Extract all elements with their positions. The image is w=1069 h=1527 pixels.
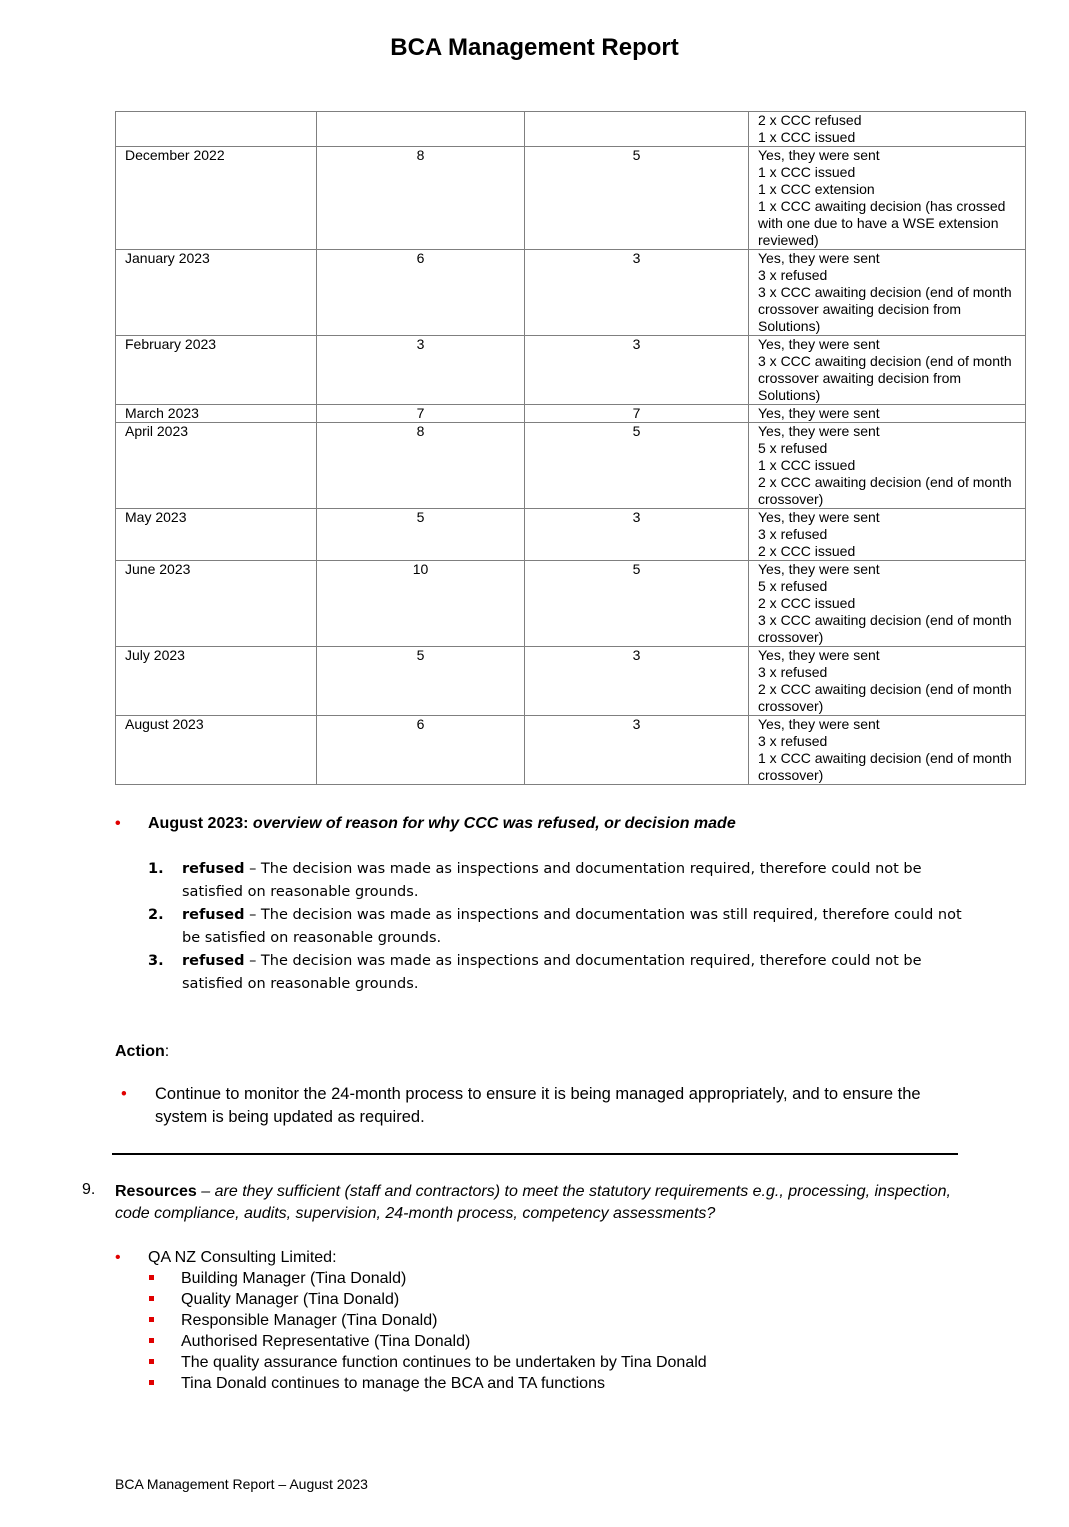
month-cell: January 2023 bbox=[116, 250, 317, 336]
list-item: Authorised Representative (Tina Donald) bbox=[148, 1331, 707, 1352]
action-item bbox=[115, 1083, 945, 1129]
square-bullet-icon bbox=[149, 1275, 154, 1280]
notes-cell: Yes, they were sent bbox=[749, 405, 1026, 423]
count-cell: 7 bbox=[525, 405, 749, 423]
month-cell: July 2023 bbox=[116, 647, 317, 716]
table-row bbox=[116, 716, 1026, 785]
resources-title: Resources bbox=[115, 1183, 197, 1200]
month-cell: December 2022 bbox=[116, 147, 317, 250]
table-row bbox=[116, 336, 1026, 405]
notes-cell: Yes, they were sent 1 x CCC issued 1 x CCC extension 1 x CCC awaiting decision (has crossed with one due to have a WSE extension reviewed) bbox=[749, 147, 1026, 250]
notes-cell: Yes, they were sent 3 x refused 1 x CCC awaiting decision (end of month crossover) bbox=[749, 716, 1026, 785]
list-item: Building Manager (Tina Donald) bbox=[148, 1268, 707, 1289]
list-item: 2. refused – The decision was made as inspections and documentation was still required, therefore could not be satisfied on reasonable grounds. bbox=[148, 907, 962, 946]
notes-cell: Yes, they were sent 3 x CCC awaiting decision (end of month crossover awaiting decision from Solutions) bbox=[749, 336, 1026, 405]
list-item: The quality assurance function continues to be undertaken by Tina Donald bbox=[148, 1352, 707, 1373]
resources-question: – are they sufficient (staff and contractors) to meet the statutory requirements e.g., processing, inspection, code compliance, audits, supervision, 24-month process, competency assessments? bbox=[115, 1183, 951, 1222]
count-cell: 3 bbox=[525, 336, 749, 405]
organisation-item bbox=[115, 1247, 337, 1268]
table-row bbox=[116, 423, 1026, 509]
ccc-table-body bbox=[116, 112, 1026, 785]
count-cell bbox=[317, 112, 525, 147]
count-cell: 5 bbox=[525, 423, 749, 509]
resources-heading bbox=[115, 1181, 965, 1225]
month-cell bbox=[116, 112, 317, 147]
section-number: 9. bbox=[82, 1181, 96, 1198]
square-bullet-icon bbox=[149, 1296, 154, 1301]
notes-cell: Yes, they were sent 3 x refused 2 x CCC issued bbox=[749, 509, 1026, 561]
count-cell: 7 bbox=[317, 405, 525, 423]
notes-cell: Yes, they were sent 5 x refused 2 x CCC issued 3 x CCC awaiting decision (end of month crossover) bbox=[749, 561, 1026, 647]
month-cell: June 2023 bbox=[116, 561, 317, 647]
month-cell: March 2023 bbox=[116, 405, 317, 423]
square-bullet-icon bbox=[149, 1380, 154, 1385]
page-title: BCA Management Report bbox=[390, 34, 679, 61]
count-cell: 3 bbox=[525, 250, 749, 336]
notes-cell: 2 x CCC refused 1 x CCC issued bbox=[749, 112, 1026, 147]
list-item: 1. refused – The decision was made as inspections and documentation required, therefore could not be satisfied on reasonable grounds. bbox=[148, 861, 922, 900]
count-cell: 6 bbox=[317, 250, 525, 336]
action-text: Continue to monitor the 24-month process to ensure it is being managed appropriately, and to ensure the system is being updated as required. bbox=[155, 1085, 921, 1126]
table-row bbox=[116, 561, 1026, 647]
count-cell: 8 bbox=[317, 423, 525, 509]
bullet-icon: • bbox=[115, 815, 121, 832]
count-cell: 5 bbox=[525, 147, 749, 250]
ccc-table bbox=[115, 111, 1026, 785]
table-row bbox=[116, 647, 1026, 716]
count-cell: 5 bbox=[317, 509, 525, 561]
list-item: Quality Manager (Tina Donald) bbox=[148, 1289, 707, 1310]
table-row bbox=[116, 509, 1026, 561]
count-cell: 5 bbox=[317, 647, 525, 716]
organisation-name: QA NZ Consulting Limited: bbox=[148, 1249, 337, 1266]
square-bullet-icon bbox=[149, 1338, 154, 1343]
month-cell: August 2023 bbox=[116, 716, 317, 785]
action-heading: Action: bbox=[115, 1043, 170, 1060]
count-cell bbox=[525, 112, 749, 147]
count-cell: 3 bbox=[525, 647, 749, 716]
august-heading-label: August 2023: bbox=[148, 815, 249, 832]
august-heading-subtitle: overview of reason for why CCC was refused, or decision made bbox=[252, 815, 736, 832]
notes-cell: Yes, they were sent 3 x refused 2 x CCC awaiting decision (end of month crossover) bbox=[749, 647, 1026, 716]
notes-cell: Yes, they were sent 5 x refused 1 x CCC issued 2 x CCC awaiting decision (end of month crossover) bbox=[749, 423, 1026, 509]
month-cell: April 2023 bbox=[116, 423, 317, 509]
count-cell: 3 bbox=[525, 509, 749, 561]
table-row bbox=[116, 250, 1026, 336]
bullet-icon: • bbox=[121, 1085, 127, 1103]
table-row bbox=[116, 405, 1026, 423]
table-row bbox=[116, 112, 1026, 147]
notes-cell: Yes, they were sent 3 x refused 3 x CCC awaiting decision (end of month crossover awaiting decision from Solutions) bbox=[749, 250, 1026, 336]
list-item: 3. refused – The decision was made as inspections and documentation required, therefore could not be satisfied on reasonable grounds. bbox=[148, 953, 922, 992]
table-row bbox=[116, 147, 1026, 250]
page-footer: BCA Management Report – August 2023 bbox=[115, 1476, 368, 1492]
square-bullet-icon bbox=[149, 1317, 154, 1322]
count-cell: 3 bbox=[317, 336, 525, 405]
square-bullet-icon bbox=[149, 1359, 154, 1364]
month-cell: May 2023 bbox=[116, 509, 317, 561]
count-cell: 5 bbox=[525, 561, 749, 647]
count-cell: 8 bbox=[317, 147, 525, 250]
refusal-reasons-list bbox=[148, 858, 968, 996]
list-item: Responsible Manager (Tina Donald) bbox=[148, 1310, 707, 1331]
list-item: Tina Donald continues to manage the BCA and TA functions bbox=[148, 1373, 707, 1394]
section-divider bbox=[112, 1153, 958, 1155]
month-cell: February 2023 bbox=[116, 336, 317, 405]
bullet-icon: • bbox=[115, 1249, 121, 1266]
count-cell: 10 bbox=[317, 561, 525, 647]
roles-list bbox=[148, 1268, 707, 1394]
count-cell: 6 bbox=[317, 716, 525, 785]
count-cell: 3 bbox=[525, 716, 749, 785]
